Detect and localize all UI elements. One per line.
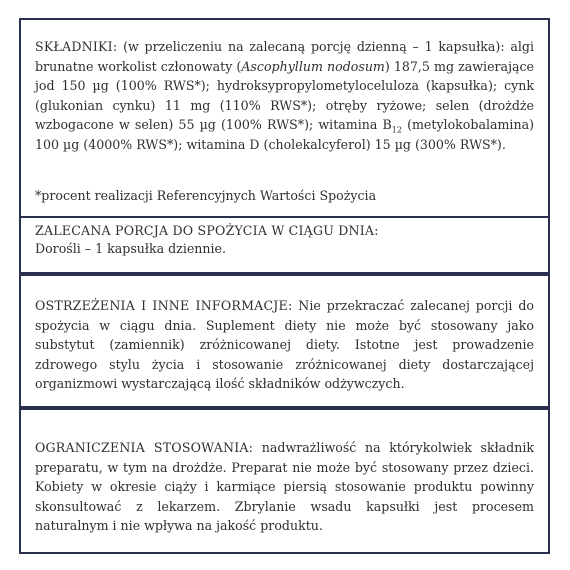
- limitations-text: [35, 438, 534, 536]
- dose-heading: ZALECANA PORCJA DO SPOŻYCIA W CIĄGU DNIA:: [35, 223, 379, 238]
- vitamin-b-subscript: 12: [391, 125, 402, 135]
- warnings-text: [35, 296, 534, 394]
- dose-value: Dorośli – 1 kapsułka dziennie.: [35, 241, 227, 256]
- warnings-section: [19, 274, 550, 408]
- rws-footnote: *procent realizacji Referencyjnych Wartości Spożycia: [35, 188, 377, 203]
- ingredients-heading: SKŁADNIKI:: [35, 39, 118, 54]
- dose-text: [35, 222, 534, 258]
- ingredients-latin-name: Ascophyllum nodosum: [241, 58, 385, 74]
- ingredients-part-3: (metylokobalamina) 100 µg (4000% RWS*); witamina D (cholekalcyferol) 15 µg (300% RWS*).: [35, 117, 534, 152]
- ingredients-text: [35, 37, 534, 154]
- ingredients-part-1: (w przeliczeniu na zalecaną porcję dzienną – 1 kapsułka): algi brunatne workolist członowaty (: [35, 39, 534, 74]
- warnings-body: Nie przekraczać zalecanej porcji do spożycia w ciągu dnia. Suplement diety nie może być stosowany jako substytut (zamiennik) zróżnicowanej diety. Istotne jest prowadzenie zdrowego stylu życia i stosowanie zróżnicowanej diety dostarczającej organizmowi wystarczającą ilość składników odżywczych.: [35, 298, 534, 391]
- limitations-section: [19, 408, 550, 554]
- ingredients-section: [19, 18, 550, 218]
- dose-section: [19, 218, 550, 274]
- warnings-heading: OSTRZEŻENIA I INNE INFORMACJE:: [35, 298, 293, 313]
- ingredients-part-2: ) 187,5 mg zawierające jod 150 µg (100% RWS*); hydroksypropylometyloceluloza (kapsułka); cynk (glukonian cynku) 11 mg (110% RWS*); otręby ryżowe; selen (drożdże wzbogacone w selen) 55 µg (100% RWS*); witamina B: [35, 58, 534, 132]
- limitations-body: nadwrażliwość na którykolwiek składnik preparatu, w tym na drożdże. Preparat nie może być stosowany przez dzieci. Kobiety w okresie ciąży i karmiące piersią stosowanie produktu powinny skonsultować z lekarzem. Zbrylanie wsadu kapsułki jest procesem naturalnym i nie wpływa na jakość produktu.: [35, 440, 535, 533]
- limitations-heading: OGRANICZENIA STOSOWANIA:: [35, 440, 254, 455]
